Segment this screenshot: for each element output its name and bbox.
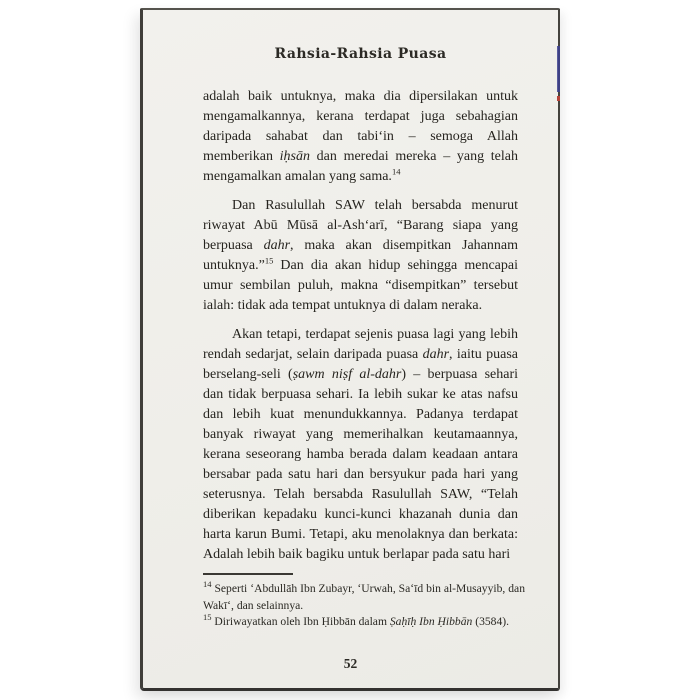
- paragraph-2: Dan Rasulullah SAW telah bersabda menurut riwayat Abū Mūsā al-Ash‘arī, “Barang siapa yang berpuasa dahr, maka akan disempitkan Jahannam untuknya.”$^{15}$ Dan dia akan hidup sehingga mencapai umur sembilan puluh, makna “disempitkan” tersebut ialah: tidak ada tempat untuknya di dalam neraka.: [203, 198, 518, 313]
- footnote-15: $^{15}$ Diriwayatkan oleh Ibn Ḥibbān dalam Ṣaḥīḥ Ibn Ḥibbān (3584).: [203, 612, 510, 628]
- paragraph-1: adalah baik untuknya, maka dia dipersilakan untuk mengamalkannya, kerana terdapat juga sebahagian daripada sahabat dan tabi‘in – semoga Allah memberikan iḥsān dan meredai mereka – yang telah mengamalkan amalan yang sama.$^{14}$: [203, 89, 518, 184]
- footnote-area: [203, 573, 525, 631]
- edge-blue-mark: [557, 46, 560, 92]
- running-header: Rahsia-Rahsia Puasa: [274, 46, 447, 62]
- paragraph-3: Akan tetapi, terdapat sejenis puasa lagi yang lebih rendah sedarjat, selain daripada puasa dahr, iaitu puasa berselang-seli (ṣawm niṣf al-dahr) – berpuasa sehari dan tidak berpuasa sehari. Ia lebih sukar ke atas nafsu dan lebih kuat menundukkannya. Padanya terdapat banyak riwayat yang memerihalkan keutamaannya, kerana seseorang hamba berada dalam keadaan antara bersabar pada satu hari dan bersyukur pada hari yang seterusnya. Telah bersabda Rasulullah SAW, “Telah diberikan kepadaku kunci-kunci khazanah dunia dan harta karun Bumi. Tetapi, aku menolaknya dan berkata: Adalah lebih baik bagiku untuk berlapar pada satu hari: [203, 327, 519, 562]
- edge-red-mark: [557, 96, 560, 101]
- body-text: [203, 87, 518, 565]
- book-page: [140, 8, 560, 691]
- footnote-14: $^{14}$ Seperti ‘Abdullāh Ibn Zubayr, ‘Urwah, Sa‘īd bin al-Musayyib, dan Wakī‘, dan selainnya.: [203, 579, 525, 612]
- page-number: 52: [343, 656, 358, 671]
- footnote-separator: [203, 573, 293, 575]
